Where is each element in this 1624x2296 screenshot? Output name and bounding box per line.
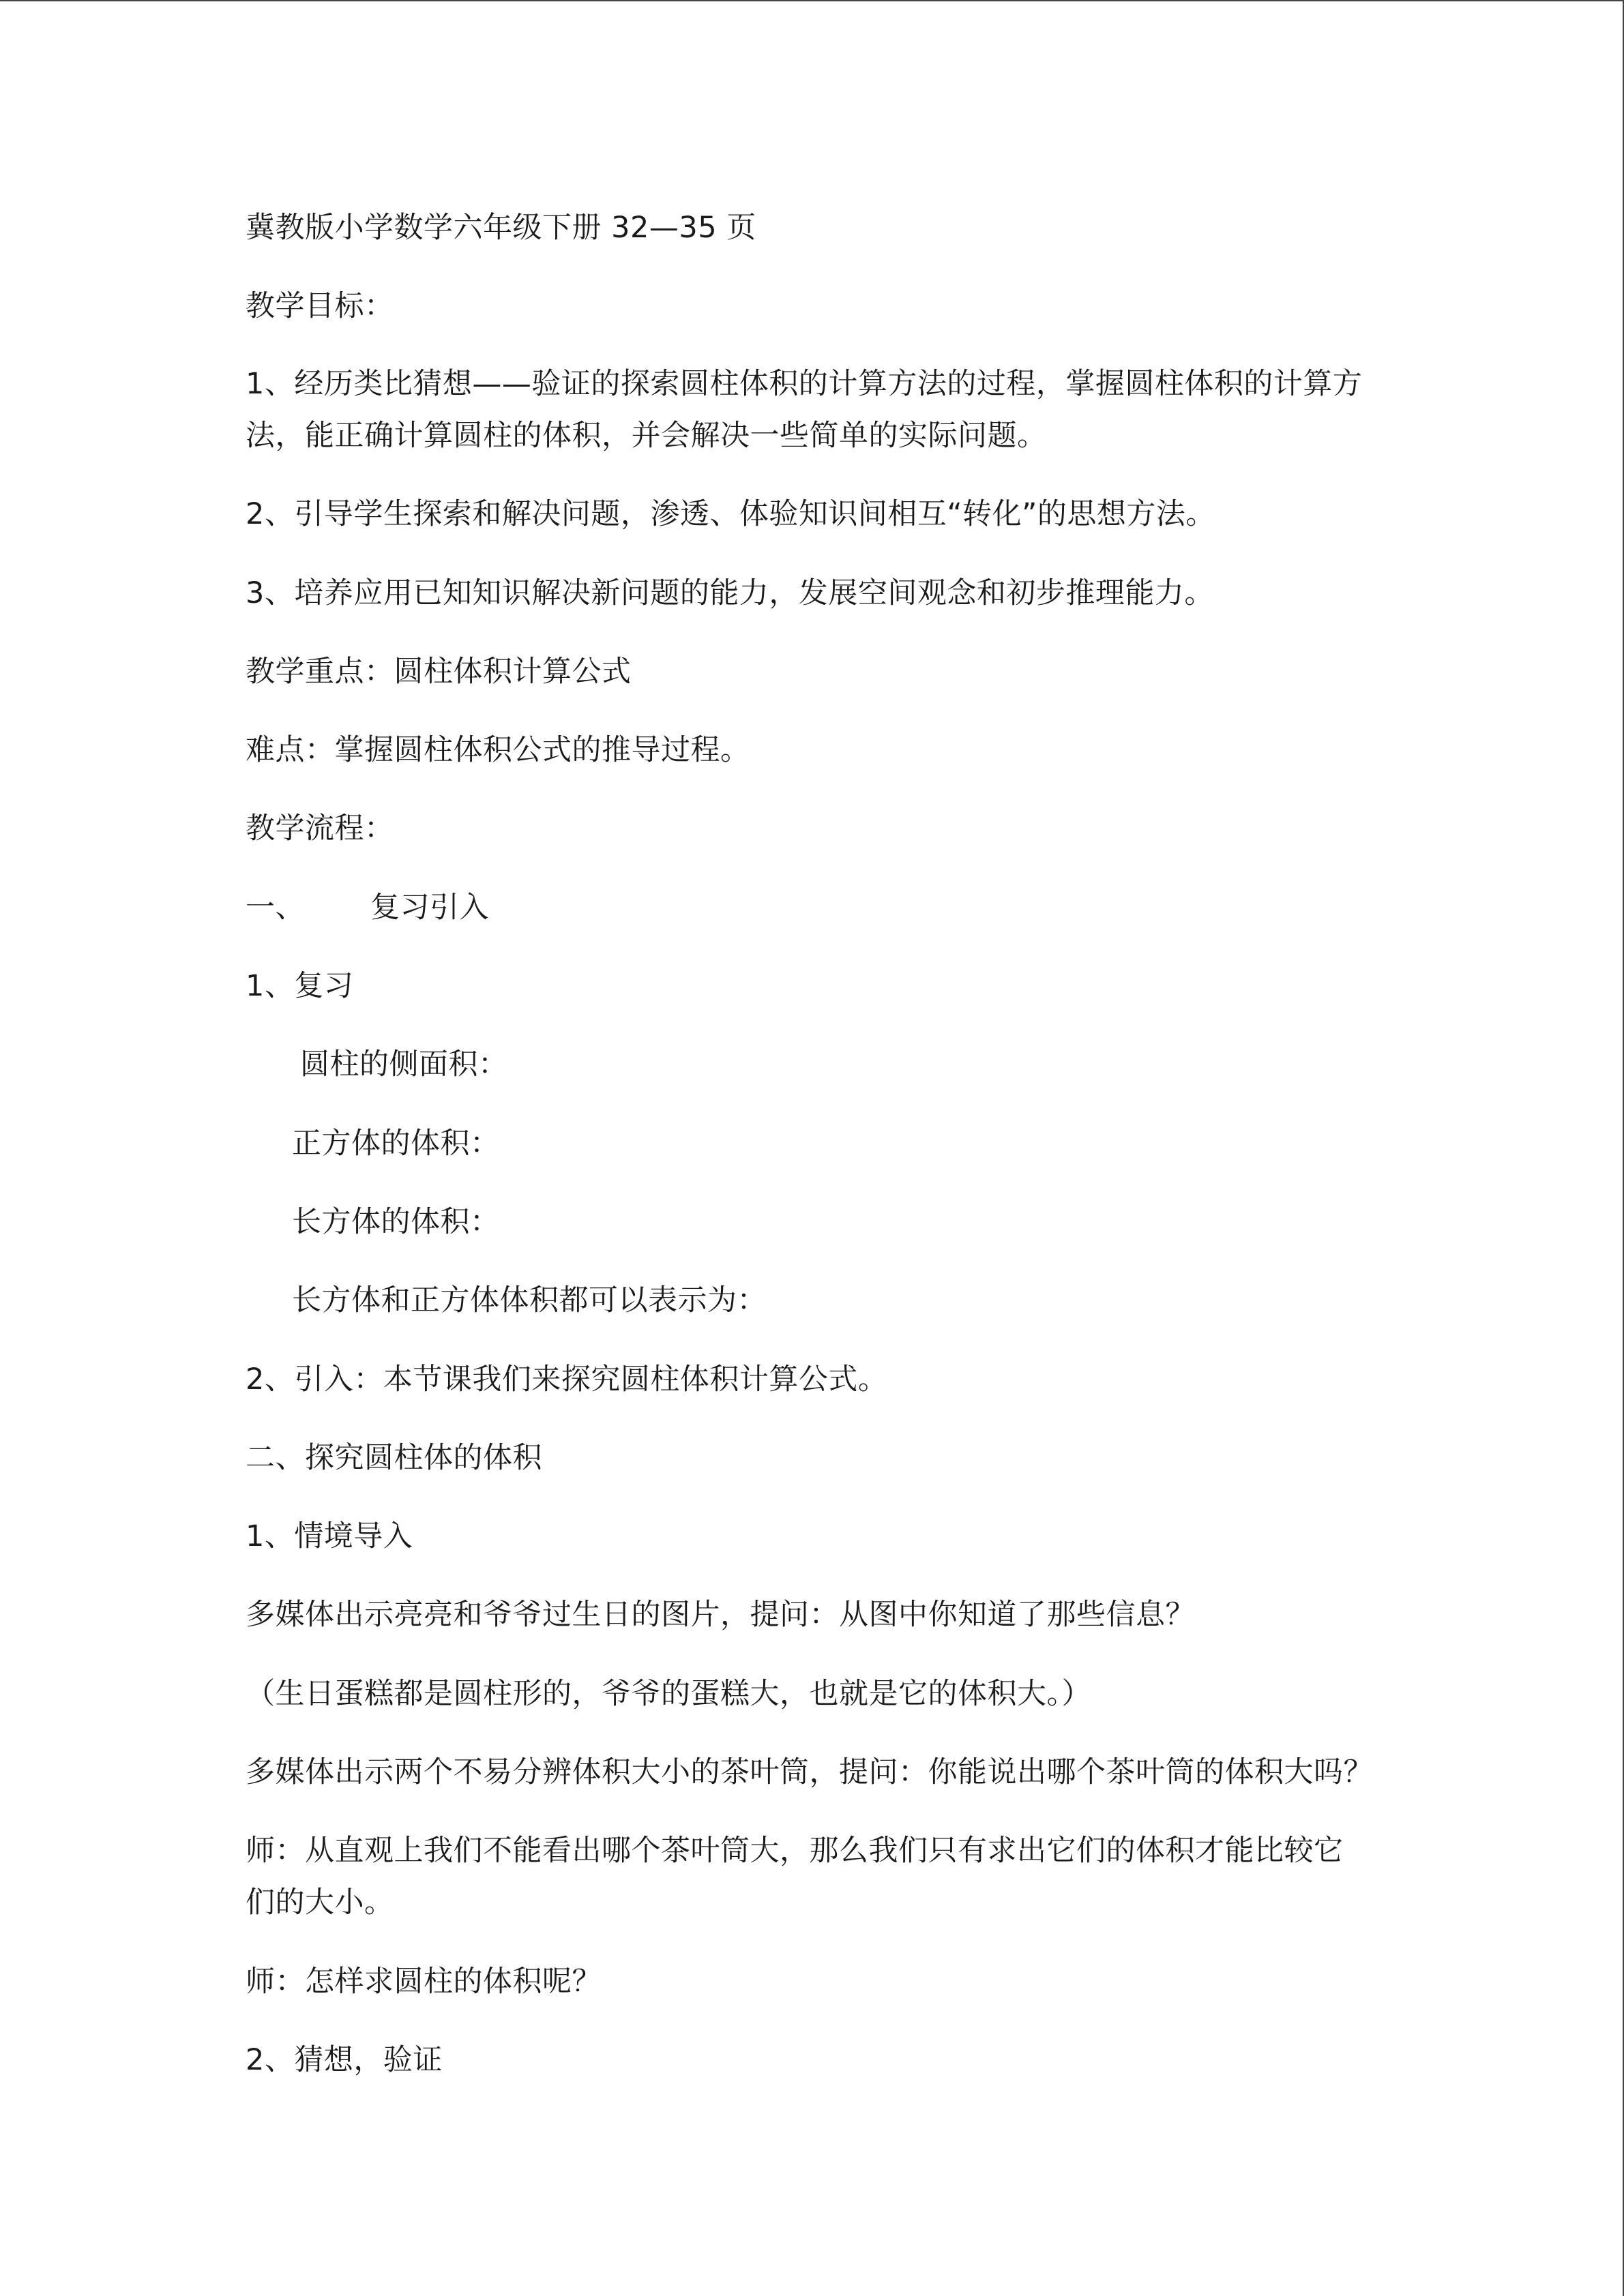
section-1-number: 一、 bbox=[246, 891, 305, 925]
section-1-heading bbox=[246, 881, 489, 934]
situation-heading: 1、情境导入 bbox=[246, 1519, 413, 1553]
objective-2: 2、引导学生探索和解决问题，渗透、体验知识间相互“转化”的思想方法。 bbox=[246, 497, 1215, 531]
intro: 2、引入：本节课我们来探究圆柱体积计算公式。 bbox=[246, 1362, 888, 1397]
document-title: 冀教版小学数学六年级下册 32—35 页 bbox=[246, 211, 756, 245]
teacher-paragraph-2: 师：怎样求圆柱的体积呢？ bbox=[246, 1965, 602, 1999]
review-item-lateral-area: 圆柱的侧面积： bbox=[300, 1047, 508, 1082]
review-item-cuboid-volume: 长方体的体积： bbox=[292, 1205, 500, 1239]
objectives-heading: 教学目标： bbox=[246, 289, 394, 323]
review-heading: 1、复习 bbox=[246, 969, 354, 1003]
section-2-heading: 二、探究圆柱体的体积 bbox=[246, 1441, 542, 1475]
situation-paragraph-1: 多媒体出示亮亮和爷爷过生日的图片，提问：从图中你知道了那些信息？ bbox=[246, 1598, 1195, 1632]
review-item-general-volume: 长方体和正方体体积都可以表示为： bbox=[292, 1283, 767, 1317]
guess-heading: 2、猜想，验证 bbox=[246, 2043, 443, 2077]
objective-3: 3、培养应用已知知识解决新问题的能力，发展空间观念和初步推理能力。 bbox=[246, 576, 1214, 610]
objective-1-line-1: 1、经历类比猜想——验证的探索圆柱体积的计算方法的过程，掌握圆柱体积的计算方 bbox=[246, 367, 1363, 401]
teacher-paragraph-1-line-1: 师：从直观上我们不能看出哪个茶叶筒大，那么我们只有求出它们的体积才能比较它 bbox=[246, 1834, 1344, 1868]
key-point: 教学重点：圆柱体积计算公式 bbox=[246, 655, 632, 689]
situation-paragraph-3: 多媒体出示两个不易分辨体积大小的茶叶筒，提问：你能说出哪个茶叶筒的体积大吗？ bbox=[246, 1755, 1373, 1789]
difficulty: 难点：掌握圆柱体积公式的推导过程。 bbox=[246, 733, 750, 767]
teacher-paragraph-1-line-2: 们的大小。 bbox=[246, 1885, 394, 1920]
objective-1-line-2: 法，能正确计算圆柱的体积，并会解决一些简单的实际问题。 bbox=[246, 419, 1047, 453]
section-1-title: 复习引入 bbox=[370, 891, 489, 925]
situation-paragraph-2: （生日蛋糕都是圆柱形的，爷爷的蛋糕大，也就是它的体积大。） bbox=[246, 1677, 1091, 1711]
process-heading: 教学流程： bbox=[246, 811, 394, 846]
review-item-cube-volume: 正方体的体积： bbox=[292, 1127, 500, 1161]
